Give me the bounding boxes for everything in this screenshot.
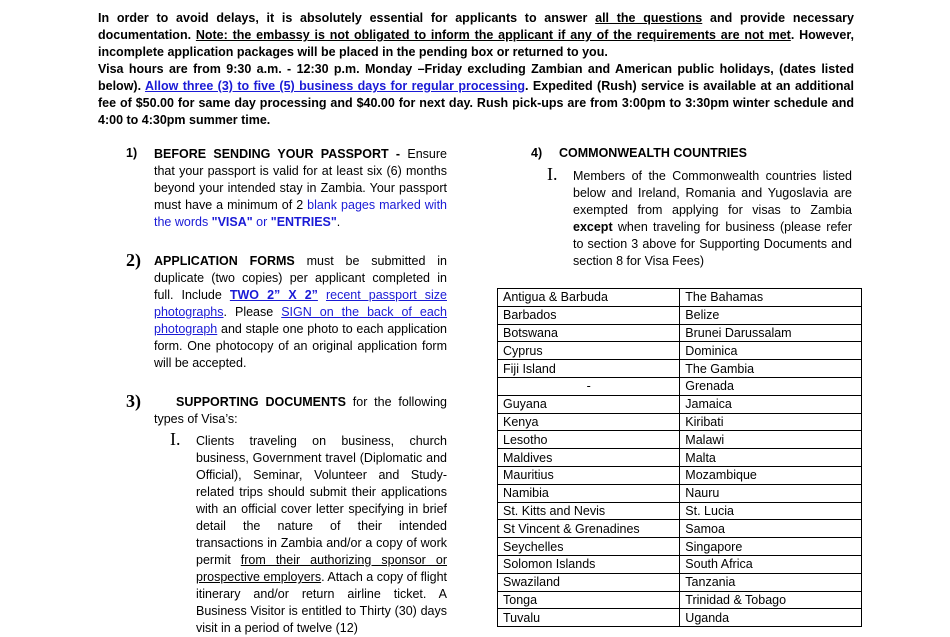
table-row bbox=[498, 591, 862, 609]
section-1-text: BEFORE SENDING YOUR PASSPORT - Ensure that your passport is valid for at least six (6) months beyond your intended stay in Zambia. Your passport must have a minimum of 2 blank pages marked with the words "VISA" or "ENTRIES". bbox=[154, 147, 447, 229]
country-cell: Antigua & Barbuda bbox=[498, 289, 680, 307]
country-cell: Grenada bbox=[680, 377, 862, 395]
country-cell: Maldives bbox=[498, 449, 680, 467]
country-cell: Seychelles bbox=[498, 538, 680, 556]
section-3-item-text: Clients traveling on business, church business, Government travel (Diplomatic and Official), Seminar, Volunteer and Study-related trips should submit their applications with an official cover letter specifying in brief detail the nature of their intended transactions in Zambia and/or a copy of work permit from their authorizing sponsor or prospective employers. Attach a copy of flight itinerary and/or return airline ticket. A Business Visitor is entitled to Thirty (30) days visit in a period of twelve (12) bbox=[196, 434, 448, 635]
section-2-text: APPLICATION FORMS must be submitted in duplicate (two copies) per applicant completed in full. Include TWO 2” X 2” recent passport size photographs. Please SIGN on the back of each photograph and staple one photo to each application form. One photocopy of an original application form will be accepted. bbox=[154, 254, 448, 370]
country-cell: St. Lucia bbox=[680, 502, 862, 520]
country-cell: Cyprus bbox=[498, 342, 680, 360]
country-cell: The Gambia bbox=[680, 360, 862, 378]
table-row bbox=[498, 360, 862, 378]
country-cell: Swaziland bbox=[498, 573, 680, 591]
country-cell: Tanzania bbox=[680, 573, 862, 591]
section-1-title: BEFORE SENDING YOUR PASSPORT - bbox=[154, 147, 408, 161]
country-cell: The Bahamas bbox=[680, 289, 862, 307]
section-4-title: COMMONWEALTH COUNTRIES bbox=[559, 146, 747, 160]
table-row bbox=[498, 502, 862, 520]
table-row bbox=[498, 395, 862, 413]
table-row bbox=[498, 466, 862, 484]
table-row bbox=[498, 377, 862, 395]
country-cell: Botswana bbox=[498, 324, 680, 342]
photo-size-link[interactable]: TWO 2” X 2” bbox=[229, 288, 318, 302]
country-cell: Mozambique bbox=[680, 466, 862, 484]
country-cell: Malta bbox=[680, 449, 862, 467]
section-4-number: 4) bbox=[531, 146, 543, 160]
country-cell: Trinidad & Tobago bbox=[680, 591, 862, 609]
section-3-roman: I. bbox=[170, 429, 181, 449]
table-row bbox=[498, 609, 862, 627]
country-cell: Namibia bbox=[498, 484, 680, 502]
country-cell: Fiji Island bbox=[498, 360, 680, 378]
sign-photo-link[interactable]: SIGN on the back of each photograph bbox=[154, 305, 448, 336]
country-cell: Solomon Islands bbox=[498, 555, 680, 573]
table-row bbox=[498, 520, 862, 538]
country-cell: Mauritius bbox=[498, 466, 680, 484]
intro-paragraph-1: In order to avoid delays, it is absolutely essential for applicants to answer all the questions and provide necessary documentation. Note: the embassy is not obligated to inform the applicant if any of the requirements are not met. However, incomplete application packages will be placed in the pending box or returned to you. bbox=[98, 11, 854, 59]
table-row bbox=[498, 538, 862, 556]
country-cell: Guyana bbox=[498, 395, 680, 413]
country-cell: Kenya bbox=[498, 413, 680, 431]
country-cell: Tonga bbox=[498, 591, 680, 609]
section-1-number: 1) bbox=[126, 146, 138, 160]
table-row bbox=[498, 413, 862, 431]
country-cell: South Africa bbox=[680, 555, 862, 573]
processing-time-link[interactable]: Allow three (3) to five (5) business days for regular processing bbox=[144, 79, 526, 93]
country-cell: Barbados bbox=[498, 306, 680, 324]
country-cell: Brunei Darussalam bbox=[680, 324, 862, 342]
section-4-roman: I. bbox=[547, 164, 558, 184]
intro-block bbox=[98, 10, 854, 129]
country-cell: Samoa bbox=[680, 520, 862, 538]
country-cell: St Vincent & Grenadines bbox=[498, 520, 680, 538]
country-cell: - bbox=[498, 377, 680, 395]
section-3-title: SUPPORTING DOCUMENTS bbox=[176, 395, 346, 409]
country-cell: St. Kitts and Nevis bbox=[498, 502, 680, 520]
intro-paragraph-2: Visa hours are from 9:30 a.m. - 12:30 p.m. Monday –Friday excluding Zambian and American public holidays, (dates listed below). Allow three (3) to five (5) business days for regular processing. Expedited (Rush) service is available at an additional fee of $50.00 for same day processing and $40.00 for next day. Rush pick-ups are from 3:00pm to 3:30pm winter schedule and 4:00 to 4:30pm summer time. bbox=[98, 62, 854, 127]
table-row bbox=[498, 324, 862, 342]
table-row bbox=[498, 449, 862, 467]
country-cell: Lesotho bbox=[498, 431, 680, 449]
country-cell: Belize bbox=[680, 306, 862, 324]
passport-photo-link[interactable]: recent passport size photographs bbox=[154, 288, 447, 319]
commonwealth-countries-table bbox=[497, 288, 862, 627]
table-row bbox=[498, 555, 862, 573]
country-cell: Kiribati bbox=[680, 413, 862, 431]
section-4-text: Members of the Commonwealth countries listed below and Ireland, Romania and Yugoslavia are exempted from applying for visas to Zambia except when traveling for business (please refer to section 3 above for Supporting Documents and section 8 for Visa Fees) bbox=[573, 169, 852, 268]
section-3-text: SUPPORTING DOCUMENTS for the following types of Visa’s: bbox=[154, 395, 447, 426]
country-cell: Jamaica bbox=[680, 395, 862, 413]
table-row bbox=[498, 431, 862, 449]
all-questions-text: all the questions bbox=[595, 11, 703, 25]
country-cell: Singapore bbox=[680, 538, 862, 556]
country-cell: Uganda bbox=[680, 609, 862, 627]
country-cell: Tuvalu bbox=[498, 609, 680, 627]
note-text: Note: the embassy is not obligated to inform the applicant if any of the requirements are not met bbox=[195, 28, 791, 42]
country-cell: Dominica bbox=[680, 342, 862, 360]
section-2-title: APPLICATION FORMS bbox=[154, 254, 295, 268]
section-3-number: 3) bbox=[126, 391, 141, 411]
table-row bbox=[498, 573, 862, 591]
country-cell: Nauru bbox=[680, 484, 862, 502]
table-row bbox=[498, 289, 862, 307]
section-2-number: 2) bbox=[126, 250, 141, 270]
country-cell: Malawi bbox=[680, 431, 862, 449]
table-row bbox=[498, 484, 862, 502]
table-row bbox=[498, 342, 862, 360]
table-row bbox=[498, 306, 862, 324]
